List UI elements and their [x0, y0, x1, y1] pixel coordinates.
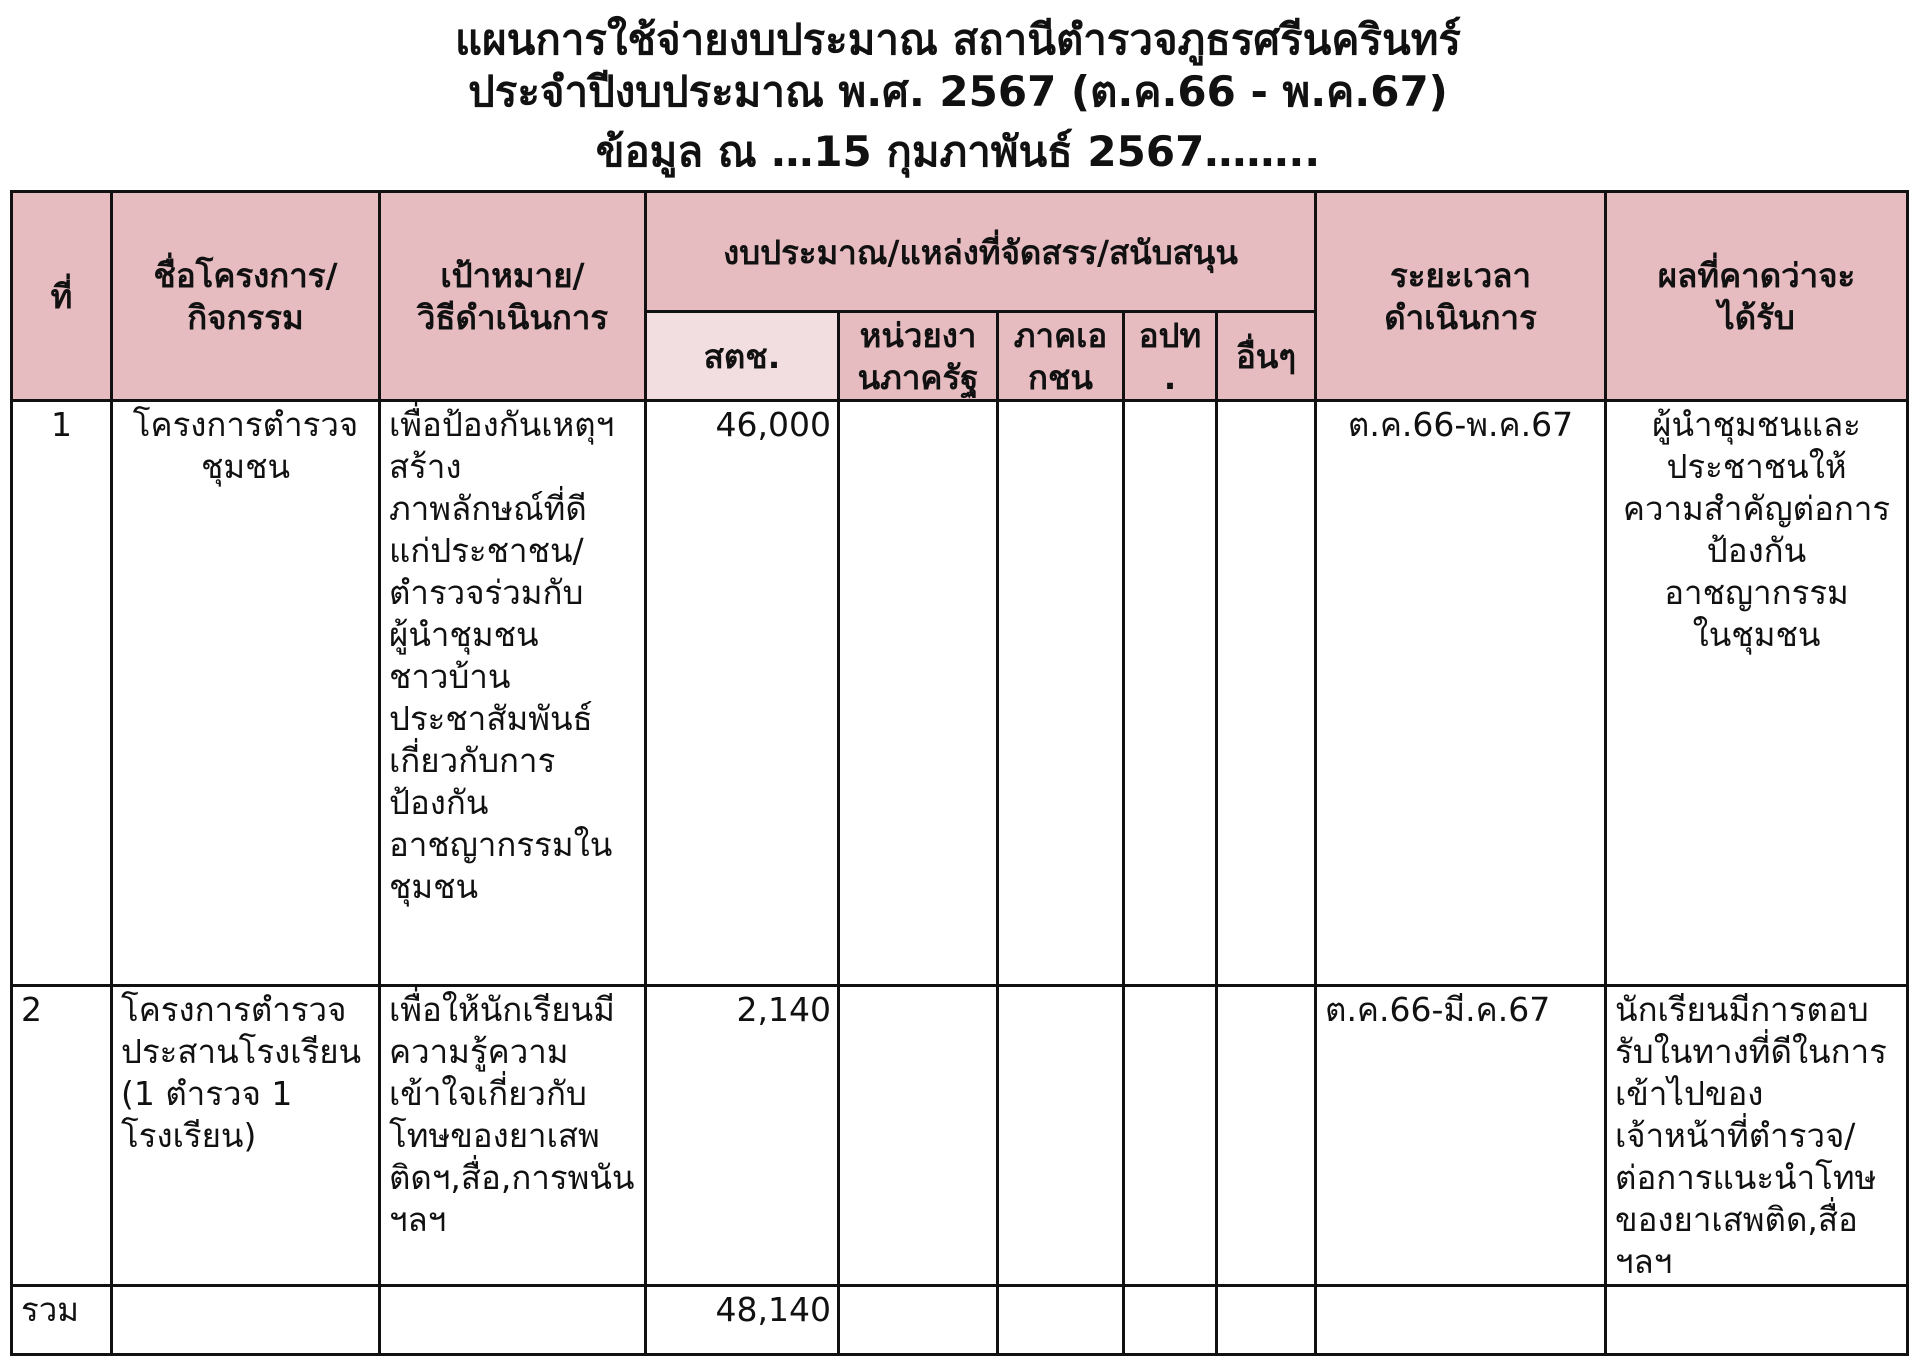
total-empty-gov — [839, 1286, 998, 1355]
cell-target: เพื่อป้องกันเหตุฯ สร้าง ภาพลักษณ์ที่ดี แก่ประชาชน/ ตำรวจร่วมกับ ผู้นำชุมชน ชาวบ้าน ประชาสัมพันธ์ เกี่ยวกับการ ป้องกัน อาชญากรรมใน ชุมชน — [380, 401, 646, 986]
cell-lao — [1124, 986, 1217, 1286]
cell-period: ต.ค.66-พ.ค.67 — [1316, 401, 1606, 986]
cell-period: ต.ค.66-มี.ค.67 — [1316, 986, 1606, 1286]
cell-gov — [839, 401, 998, 986]
header-project: ชื่อโครงการ/ กิจกรรม — [112, 192, 380, 401]
header-target: เป้าหมาย/ วิธีดำเนินการ — [380, 192, 646, 401]
subheader-police: สตช. — [646, 312, 839, 401]
cell-gov — [839, 986, 998, 1286]
cell-police-budget: 2,140 — [646, 986, 839, 1286]
total-empty-project — [112, 1286, 380, 1355]
header-period: ระยะเวลา ดำเนินการ — [1316, 192, 1606, 401]
total-label: รวม — [12, 1286, 112, 1355]
total-row — [12, 1286, 1908, 1355]
total-empty-other — [1217, 1286, 1316, 1355]
header-budget-group: งบประมาณ/แหล่งที่จัดสรร/สนับสนุน — [646, 192, 1316, 312]
cell-no: 2 — [12, 986, 112, 1286]
table-row — [12, 401, 1908, 986]
total-empty-target — [380, 1286, 646, 1355]
budget-plan-table — [10, 190, 1909, 1356]
cell-result: ผู้นำชุมชนและ ประชาชนให้ ความสำคัญต่อการ ป้องกันอาชญากรรม ในชุมชน — [1606, 401, 1908, 986]
cell-target: เพื่อให้นักเรียนมี ความรู้ความ เข้าใจเกี่ยวกับ โทษของยาเสพ ติดฯ,สื่อ,การพนัน ฯลฯ — [380, 986, 646, 1286]
subheader-lao: อปท . — [1124, 312, 1217, 401]
subheader-other: อื่นๆ — [1217, 312, 1316, 401]
header-row — [12, 192, 1908, 312]
total-empty-result — [1606, 1286, 1908, 1355]
title-line-1: แผนการใช้จ่ายงบประมาณ สถานีตำรวจภูธรศรีนครินทร์ — [455, 15, 1461, 64]
total-police-budget: 48,140 — [646, 1286, 839, 1355]
subheader-gov: หน่วยงา นภาครัฐ — [839, 312, 998, 401]
cell-result: นักเรียนมีการตอบ รับในทางที่ดีในการ เข้าไปของ เจ้าหน้าที่ตำรวจ/ ต่อการแนะนำโทษ ของยาเสพติด,สื่อ ฯลฯ — [1606, 986, 1908, 1286]
total-empty-lao — [1124, 1286, 1217, 1355]
header-result: ผลที่คาดว่าจะ ได้รับ — [1606, 192, 1908, 401]
table-row — [12, 986, 1908, 1286]
document-title-block — [0, 14, 1916, 178]
cell-other — [1217, 986, 1316, 1286]
cell-no: 1 — [12, 401, 112, 986]
title-line-3: ข้อมูล ณ …15 กุมภาพันธ์ 2567…….. — [595, 127, 1321, 176]
cell-project: โครงการตำรวจ ประสานโรงเรียน (1 ตำรวจ 1 โรงเรียน) — [112, 986, 380, 1286]
total-empty-private — [998, 1286, 1124, 1355]
cell-project: โครงการตำรวจ ชุมชน — [112, 401, 380, 986]
total-empty-period — [1316, 1286, 1606, 1355]
cell-private — [998, 401, 1124, 986]
title-line-2: ประจำปีงบประมาณ พ.ศ. 2567 (ต.ค.66 - พ.ค.67) — [468, 67, 1448, 116]
cell-police-budget: 46,000 — [646, 401, 839, 986]
subheader-private: ภาคเอ กชน — [998, 312, 1124, 401]
header-no: ที่ — [12, 192, 112, 401]
cell-lao — [1124, 401, 1217, 986]
cell-other — [1217, 401, 1316, 986]
cell-private — [998, 986, 1124, 1286]
